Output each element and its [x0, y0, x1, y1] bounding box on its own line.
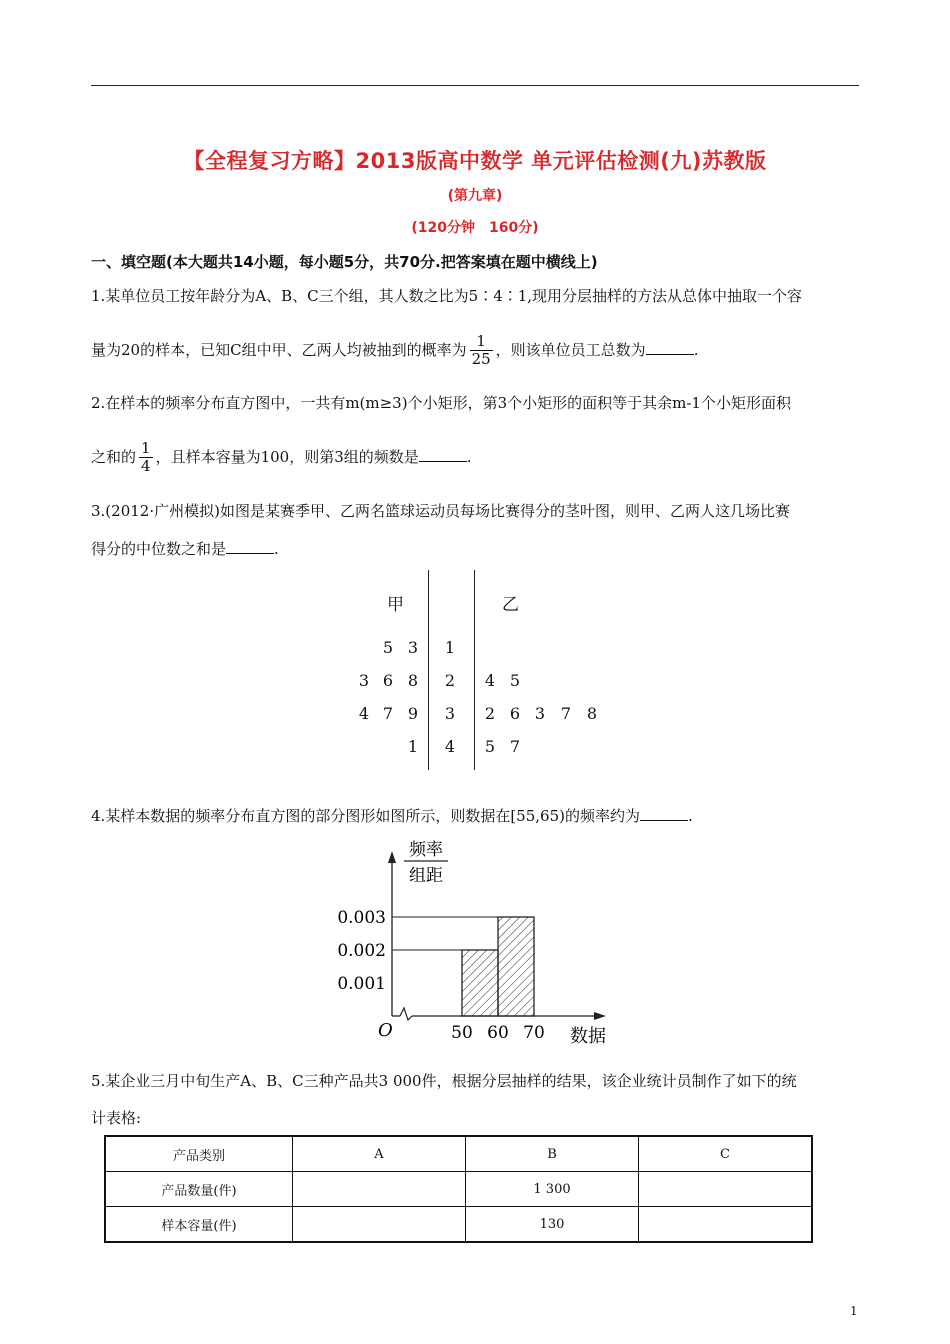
q3-line2: [91, 538, 279, 559]
stem: 3: [444, 704, 456, 723]
table-header-cell: A: [293, 1136, 466, 1172]
table-cell: 1 300: [466, 1172, 639, 1207]
chapter-label: (第九章): [447, 188, 503, 204]
stem: 4: [444, 737, 456, 756]
y-tick-label: 0.003: [337, 908, 386, 928]
leaf-left: 3: [358, 671, 370, 690]
table-cell[interactable]: [293, 1207, 466, 1243]
x-tick-label: 60: [487, 1023, 509, 1043]
q1-frac-num: 1: [470, 333, 493, 351]
leaf-right: 3: [534, 704, 546, 723]
section-heading: 一、填空题(本大题共14小题，每小题5分，共70分.把答案填在题中横线上): [91, 253, 598, 271]
q2-frac-den: 4: [141, 457, 151, 476]
table-cell: 样本容量(件): [105, 1207, 293, 1243]
q2-line2-pre: 之和的: [91, 447, 137, 466]
x-axis-label: 数据: [570, 1026, 606, 1045]
stem-leaf-left-header: 甲: [387, 595, 404, 615]
q1-line2: [91, 333, 698, 369]
q1-line2-post: ，则该单位员工总数为: [495, 340, 646, 359]
q1-fraction: [470, 333, 493, 369]
y-axis-arrow: [388, 851, 396, 863]
leaf-left: 4: [358, 704, 370, 723]
leaf-right: 8: [586, 704, 598, 723]
table-header-cell: C: [639, 1136, 813, 1172]
leaf-right: 2: [484, 704, 496, 723]
histogram-chart: [330, 835, 620, 1045]
leaf-right: 5: [484, 737, 496, 756]
table-header-cell: 产品类别: [105, 1136, 293, 1172]
q4-line1-text: 4.某样本数据的频率分布直方图的部分图形如图所示，则数据在[55,65)的频率约为: [91, 807, 640, 825]
histogram-bar: [498, 917, 534, 1016]
y-label-denominator: 组距: [409, 866, 443, 886]
q3-answer-blank[interactable]: [226, 541, 274, 554]
q2-line1: 2.在样本的频率分布直方图中，一共有m(m≥3)个小矩形，第3个小矩形的面积等于其余m-1个小矩形面积: [91, 394, 791, 412]
leaf-right: 7: [509, 737, 521, 756]
q4-line1: [91, 805, 693, 826]
q1-frac-den: 25: [471, 350, 491, 369]
table-cell[interactable]: [293, 1172, 466, 1207]
q3-line2-text: 得分的中位数之和是: [91, 540, 227, 558]
leaf-left: 7: [382, 704, 394, 723]
x-axis-arrow: [594, 1012, 606, 1020]
table-cell: 产品数量(件): [105, 1172, 293, 1207]
leaf-left: 5: [382, 638, 394, 657]
q2-line2-post: ，且样本容量为100，则第3组的频数是: [155, 447, 419, 466]
stem: 1: [444, 638, 456, 657]
table-header-cell: B: [466, 1136, 639, 1172]
leaf-right: 6: [509, 704, 521, 723]
header-rule: [91, 85, 859, 86]
q1-line2-pre: 量为20的样本，已知C组中甲、乙两人均被抽到的概率为: [91, 340, 467, 359]
x-tick-label: 50: [451, 1023, 473, 1043]
stem-leaf-right-divider: [474, 570, 475, 770]
q4-answer-blank[interactable]: [640, 808, 688, 821]
q1-answer-blank[interactable]: [646, 342, 694, 355]
leaf-left: 9: [407, 704, 419, 723]
table-header-row: [105, 1136, 812, 1172]
y-tick-label: 0.002: [337, 941, 386, 961]
leaf-right: 7: [560, 704, 572, 723]
q4-period: .: [687, 807, 693, 825]
leaf-right: 5: [509, 671, 521, 690]
table-row: [105, 1172, 812, 1207]
q2-answer-blank[interactable]: [419, 449, 467, 462]
leaf-left: 3: [407, 638, 419, 657]
q1-period: .: [693, 340, 699, 359]
histogram-bar: [462, 950, 498, 1016]
stem-leaf-left-divider: [428, 570, 429, 770]
x-tick-label: 70: [523, 1023, 545, 1043]
table-cell: 130: [466, 1207, 639, 1243]
q2-period: .: [466, 447, 472, 466]
stem: 2: [444, 671, 456, 690]
x-axis-break: [400, 1008, 412, 1020]
q1-line1: 1.某单位员工按年龄分为A、B、C三个组，其人数之比为5∶4∶1,现用分层抽样的方法从总体中抽取一个容: [91, 287, 803, 305]
q5-line2: 计表格:: [91, 1109, 142, 1127]
table-cell[interactable]: [639, 1207, 813, 1243]
q3-period: .: [274, 540, 279, 558]
leaf-right: 4: [484, 671, 496, 690]
leaf-left: 1: [407, 737, 419, 756]
leaf-left: 8: [407, 671, 419, 690]
q2-line2: [91, 440, 472, 476]
stem-leaf-right-header: 乙: [502, 595, 519, 615]
q2-frac-num: 1: [141, 439, 151, 457]
table-cell[interactable]: [639, 1172, 813, 1207]
y-tick-label: 0.001: [337, 974, 386, 994]
q5-line1: 5.某企业三月中旬生产A、B、C三种产品共3 000件，根据分层抽样的结果，该企业统计员制作了如下的统: [91, 1072, 797, 1090]
product-table: [104, 1135, 813, 1243]
time-score-label: (120分钟 160分): [411, 220, 539, 236]
q3-line1: 3.(2012·广州模拟)如图是某赛季甲、乙两名篮球运动员每场比赛得分的茎叶图，则甲、乙两人这几场比赛: [91, 502, 790, 520]
leaf-left: 6: [382, 671, 394, 690]
page-title: 【全程复习方略】2013版高中数学 单元评估检测(九)苏教版: [183, 149, 767, 173]
y-label-numerator: 频率: [409, 840, 443, 860]
q2-fraction: [139, 440, 153, 476]
page-number: 1: [850, 1304, 858, 1318]
origin-label: O: [378, 1020, 393, 1041]
table-row: [105, 1207, 812, 1243]
